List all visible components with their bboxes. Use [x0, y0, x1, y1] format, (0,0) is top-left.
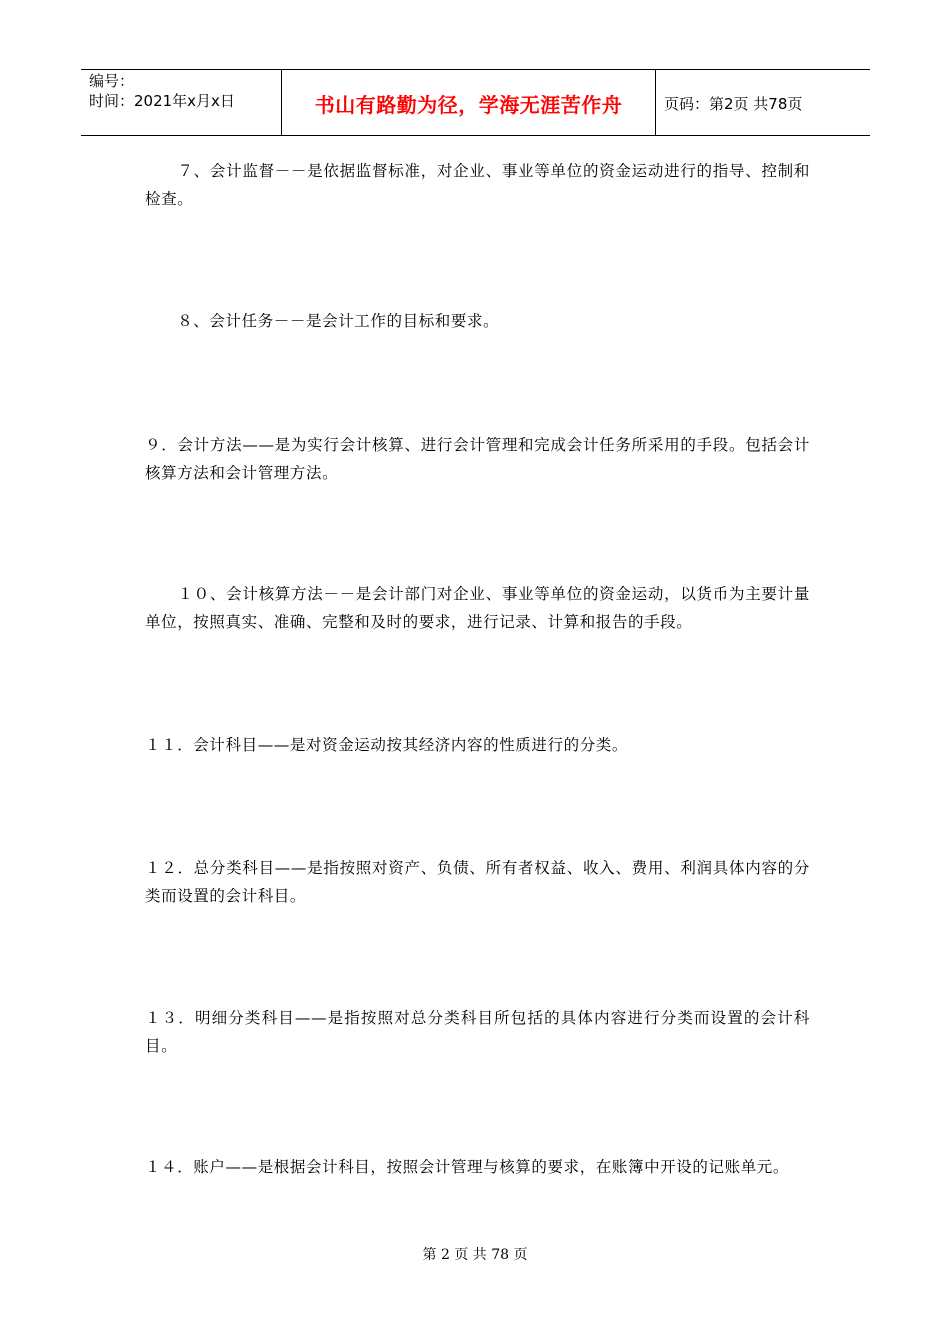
document-date-label: 时间：2021年x月x日 — [89, 92, 235, 110]
definition-paragraph: １３．明细分类科目——是指按照对总分类科目所包括的具体内容进行分类而设置的会计科目。 — [145, 1009, 810, 1055]
definition-paragraph: １２．总分类科目——是指按照对资产、负债、所有者权益、收入、费用、利润具体内容的分类而设置的会计科目。 — [145, 859, 810, 905]
header-motto-cell — [282, 70, 656, 135]
document-number-label: 编号： — [89, 72, 135, 90]
definition-paragraph: １０、会计核算方法－－是会计部门对企业、事业等单位的资金运动，以货币为主要计量单位，按照真实、准确、完整和及时的要求，进行记录、计算和报告的手段。 — [145, 585, 810, 631]
page-header — [81, 69, 870, 136]
header-info-cell — [81, 70, 282, 135]
definition-paragraph: ８、会计任务－－是会计工作的目标和要求。 — [145, 312, 500, 330]
definition-paragraph: １４．账户——是根据会计科目，按照会计管理与核算的要求，在账簿中开设的记账单元。 — [145, 1158, 790, 1176]
page-footer: 第 2 页 共 78 页 — [422, 1247, 528, 1263]
definition-paragraph: １１．会计科目——是对资金运动按其经济内容的性质进行的分类。 — [145, 736, 629, 754]
header-page-code: 页码：第2页 共78页 — [664, 95, 803, 113]
definition-paragraph: ９．会计方法——是为实行会计核算、进行会计管理和完成会计任务所采用的手段。包括会计核算方法和会计管理方法。 — [145, 436, 810, 482]
header-motto: 书山有路勤为径，学海无涯苦作舟 — [314, 93, 623, 117]
definition-paragraph: ７、会计监督－－是依据监督标准，对企业、事业等单位的资金运动进行的指导、控制和检查。 — [145, 162, 810, 208]
header-page-cell — [656, 70, 870, 135]
